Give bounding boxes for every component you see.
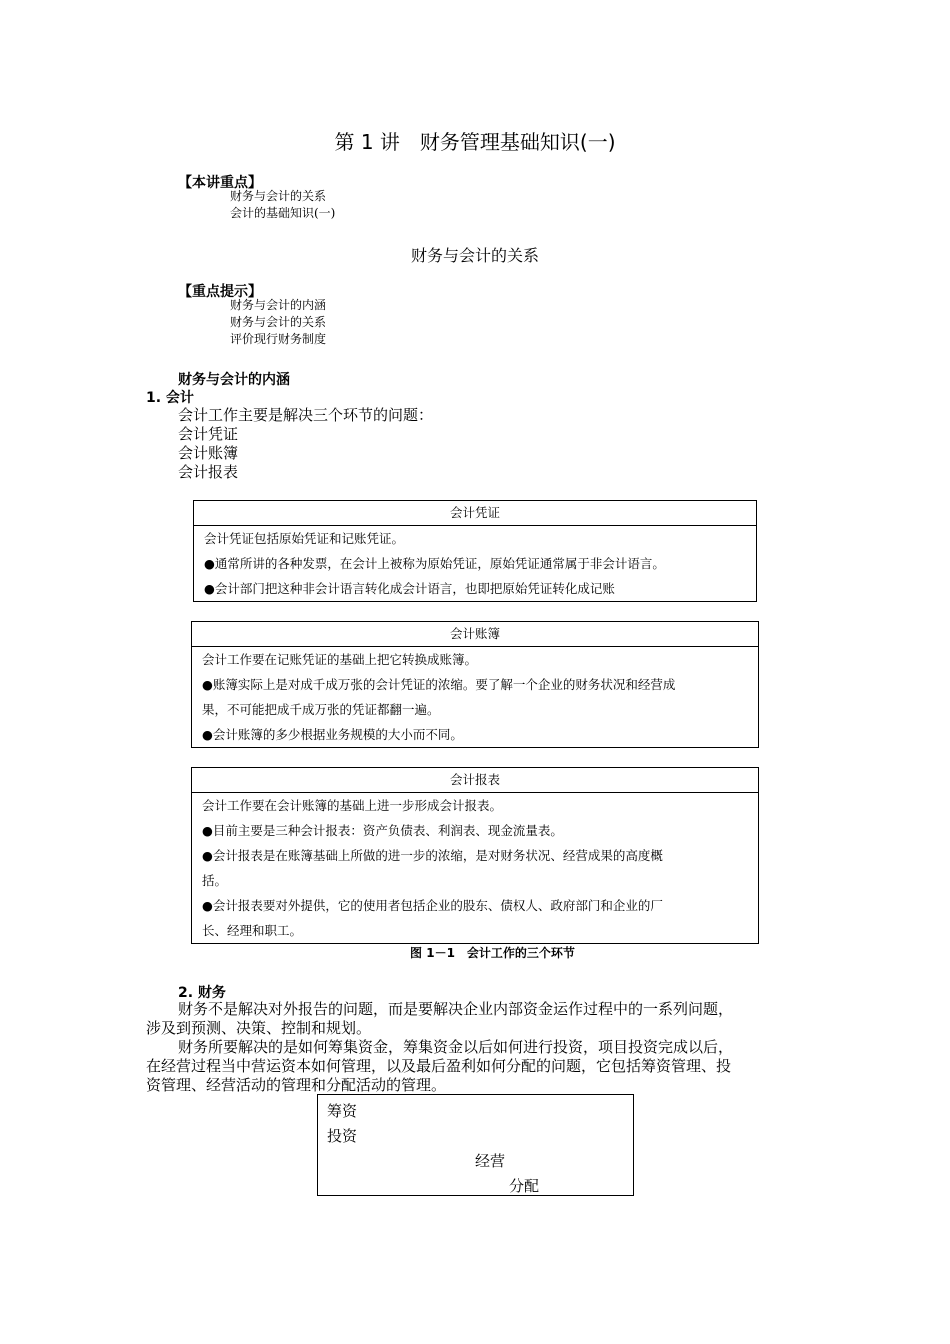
- hint-item: 财务与会计的内涵: [230, 298, 327, 312]
- statement-box-line: ●会计报表要对外提供，它的使用者包括企业的股东、债权人、政府部门和企业的厂: [202, 898, 663, 913]
- finance-paragraph-line: 财务不是解决对外报告的问题，而是要解决企业内部资金运作过程中的一系列问题，: [178, 1000, 734, 1018]
- section-title: 财务与会计的关系: [410, 246, 539, 265]
- hint-item: 财务与会计的关系: [230, 315, 327, 329]
- focus-heading: 【本讲重点】: [178, 175, 262, 191]
- ledger-box-line: 会计工作要在记账凭证的基础上把它转换成账簿。: [202, 652, 478, 667]
- statement-box-line: ●目前主要是三种会计报表：资产负债表、利润表、现金流量表。: [202, 823, 563, 838]
- hints-heading: 【重点提示】: [178, 284, 262, 300]
- finance-heading: 2. 财务: [178, 985, 226, 1001]
- voucher-box-line: ●通常所讲的各种发票，在会计上被称为原始凭证，原始凭证通常属于非会计语言。: [204, 556, 665, 571]
- page-title: 第 1 讲 财务管理基础知识(一): [334, 130, 616, 154]
- statement-box-line: 括。: [202, 873, 228, 888]
- figure-caption: 图 1－1 会计工作的三个环节: [410, 946, 575, 960]
- voucher-box-line: ●会计部门把这种非会计语言转化成会计语言，也即把原始凭证转化成记账: [204, 581, 615, 596]
- flow-item-operating: 经营: [475, 1152, 506, 1170]
- finance-paragraph-line: 资管理、经营活动的管理和分配活动的管理。: [146, 1076, 447, 1094]
- focus-item: 会计的基础知识(一): [230, 206, 336, 220]
- accounting-intro: 会计工作主要是解决三个环节的问题：: [178, 406, 434, 424]
- statement-box-line: 长、经理和职工。: [202, 923, 303, 938]
- accounting-list-item: 会计账簿: [178, 444, 239, 462]
- finance-paragraph-line: 在经营过程当中营运资本如何管理，以及最后盈利如何分配的问题，它包括筹资管理、投: [146, 1057, 732, 1075]
- flow-item-distribution: 分配: [509, 1177, 540, 1195]
- subsection-title: 财务与会计的内涵: [178, 372, 290, 388]
- statement-box-line: ●会计报表是在账簿基础上所做的进一步的浓缩，是对财务状况、经营成果的高度概: [202, 848, 663, 863]
- accounting-list-item: 会计报表: [178, 463, 239, 481]
- ledger-box-title: 会计账簿: [192, 622, 758, 647]
- statement-box: [191, 767, 759, 944]
- finance-flow-box: [317, 1094, 634, 1196]
- finance-paragraph-line: 财务所要解决的是如何筹集资金，筹集资金以后如何进行投资，项目投资完成以后，: [178, 1038, 734, 1056]
- finance-paragraph-line: 涉及到预测、决策、控制和规划。: [146, 1019, 372, 1037]
- voucher-box-title: 会计凭证: [194, 501, 756, 526]
- statement-box-line: 会计工作要在会计账簿的基础上进一步形成会计报表。: [202, 798, 503, 813]
- accounting-heading: 1. 会计: [146, 390, 194, 406]
- focus-item: 财务与会计的关系: [230, 189, 327, 203]
- voucher-box: [193, 500, 757, 602]
- accounting-list-item: 会计凭证: [178, 425, 239, 443]
- ledger-box: [191, 621, 759, 748]
- ledger-box-line: 果，不可能把成千成万张的凭证都翻一遍。: [202, 702, 440, 717]
- flow-item-investing: 投资: [327, 1127, 358, 1145]
- ledger-box-line: ●账簿实际上是对成千成万张的会计凭证的浓缩。要了解一个企业的财务状况和经营成: [202, 677, 676, 692]
- voucher-box-line: 会计凭证包括原始凭证和记账凭证。: [204, 531, 405, 546]
- hint-item: 评价现行财务制度: [230, 332, 327, 346]
- ledger-box-line: ●会计账簿的多少根据业务规模的大小而不同。: [202, 727, 463, 742]
- statement-box-title: 会计报表: [192, 768, 758, 793]
- flow-item-financing: 筹资: [327, 1102, 358, 1120]
